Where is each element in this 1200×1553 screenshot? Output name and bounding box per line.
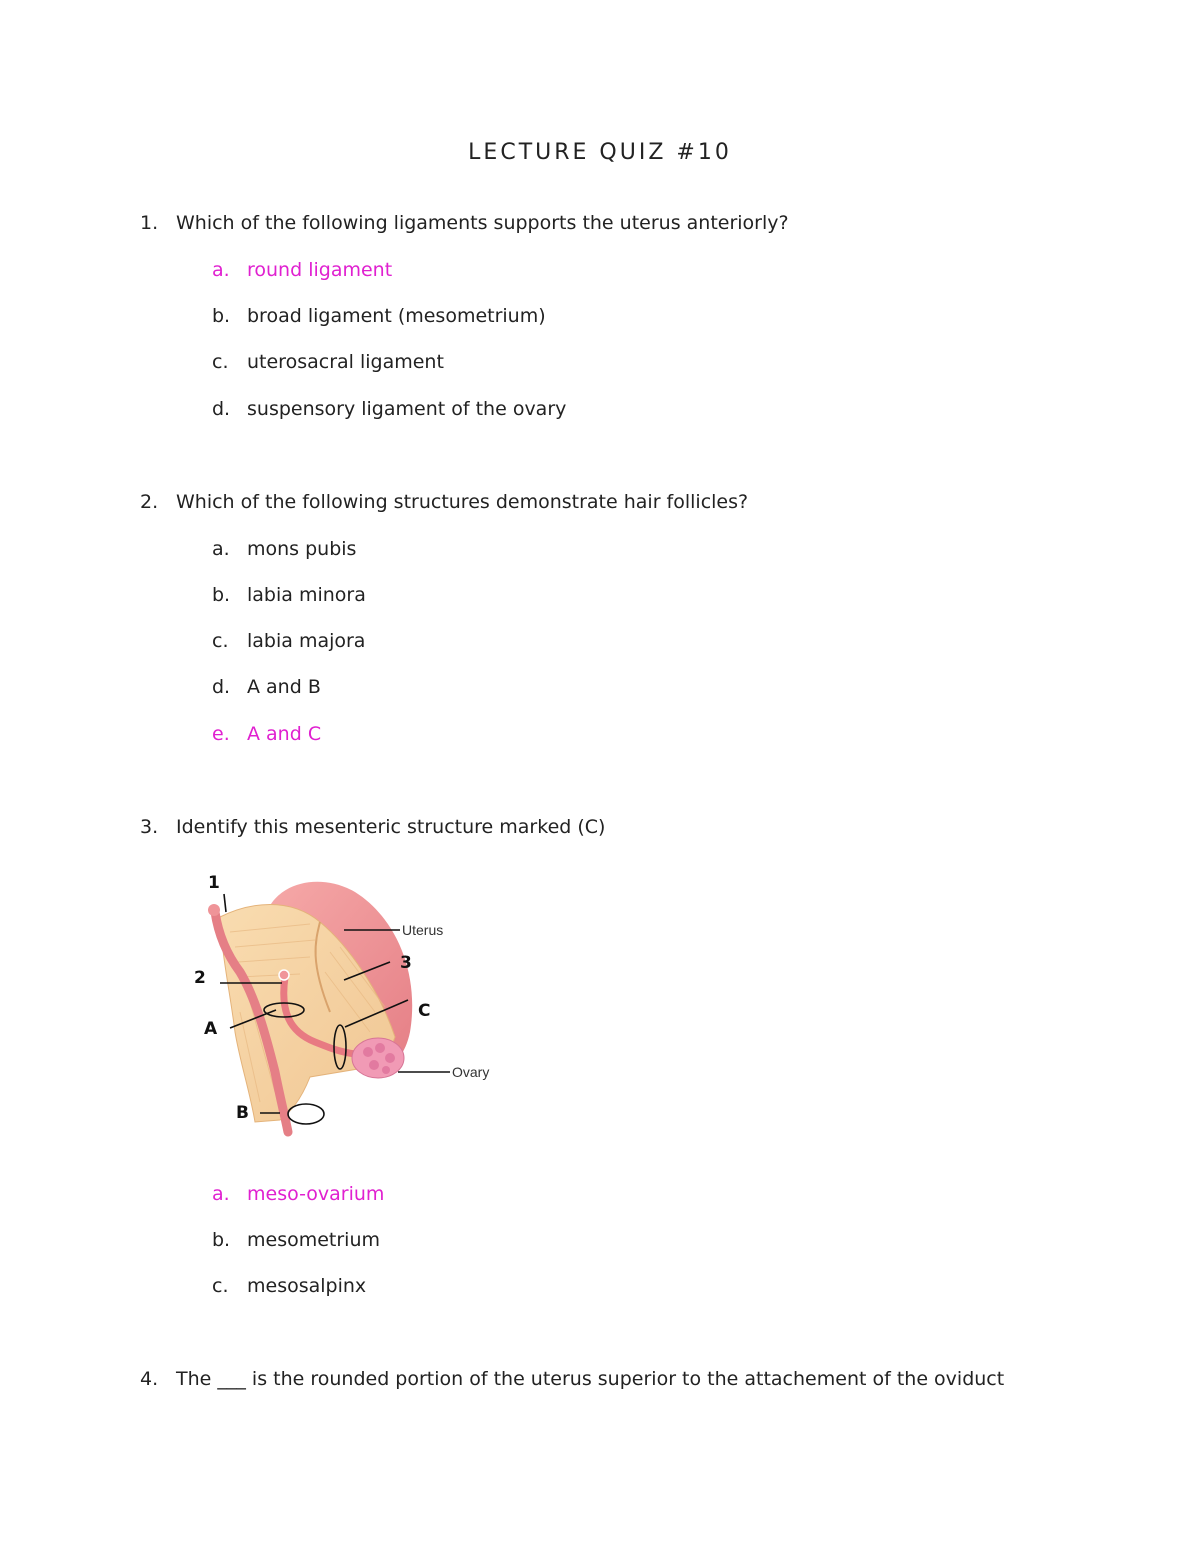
option-3b [212,1227,380,1253]
question-number: 4. [140,1368,159,1390]
option-letter: d. [212,676,231,698]
question-text: Identify this mesenteric structure marked (C) [176,816,606,838]
figure-label-3: 3 [400,953,412,973]
option-letter: c. [212,1275,229,1297]
option-3a [212,1181,384,1207]
option-1c [212,349,444,375]
option-text: uterosacral ligament [247,351,444,373]
question-2 [140,489,748,515]
uterus-diagram [180,862,510,1152]
option-letter: b. [212,584,231,606]
page-title: LECTURE QUIZ #10 [468,140,732,165]
vessel-end [279,970,289,980]
option-text: labia majora [247,630,366,652]
option-3c [212,1273,366,1299]
figure-label-2: 2 [194,968,206,988]
option-letter: d. [212,398,231,420]
option-letter: c. [212,351,229,373]
option-2b [212,582,366,608]
question-3 [140,814,605,840]
option-2d [212,674,321,700]
option-1b [212,303,546,329]
figure-label-c: C [418,1001,431,1021]
option-text: suspensory ligament of the ovary [247,398,567,420]
option-text: A and C [247,723,322,745]
question-number: 3. [140,816,159,838]
option-text: meso-ovarium [247,1183,385,1205]
question-text: Which of the following structures demonstrate hair follicles? [176,491,749,513]
option-text: labia minora [247,584,366,606]
question-text: The ___ is the rounded portion of the uterus superior to the attachement of the oviduct [176,1368,1005,1390]
tube-end [208,904,220,916]
uterus-illustration [180,862,510,1152]
question-number: 2. [140,491,159,513]
question-text: Which of the following ligaments supports the uterus anteriorly? [176,212,789,234]
option-2c [212,628,365,654]
question-4 [140,1366,1004,1392]
option-letter: b. [212,1229,231,1251]
figure-label-ovary: Ovary [452,1064,490,1080]
option-text: A and B [247,676,321,698]
figure-label-b: B [236,1103,249,1123]
option-1d [212,396,566,422]
option-1a [212,257,392,283]
option-text: mons pubis [247,538,357,560]
option-2a [212,536,356,562]
option-letter: b. [212,305,231,327]
option-text: mesometrium [247,1229,381,1251]
figure-label-a: A [204,1019,218,1039]
option-letter: a. [212,259,230,281]
option-letter: e. [212,723,230,745]
question-1 [140,210,789,236]
option-text: round ligament [247,259,393,281]
option-text: mesosalpinx [247,1275,367,1297]
question-number: 1. [140,212,159,234]
option-letter: a. [212,1183,230,1205]
option-letter: c. [212,630,229,652]
figure-label-uterus: Uterus [402,922,444,938]
option-letter: a. [212,538,230,560]
option-2e [212,721,321,747]
option-text: broad ligament (mesometrium) [247,305,546,327]
figure-label-1: 1 [208,873,220,893]
